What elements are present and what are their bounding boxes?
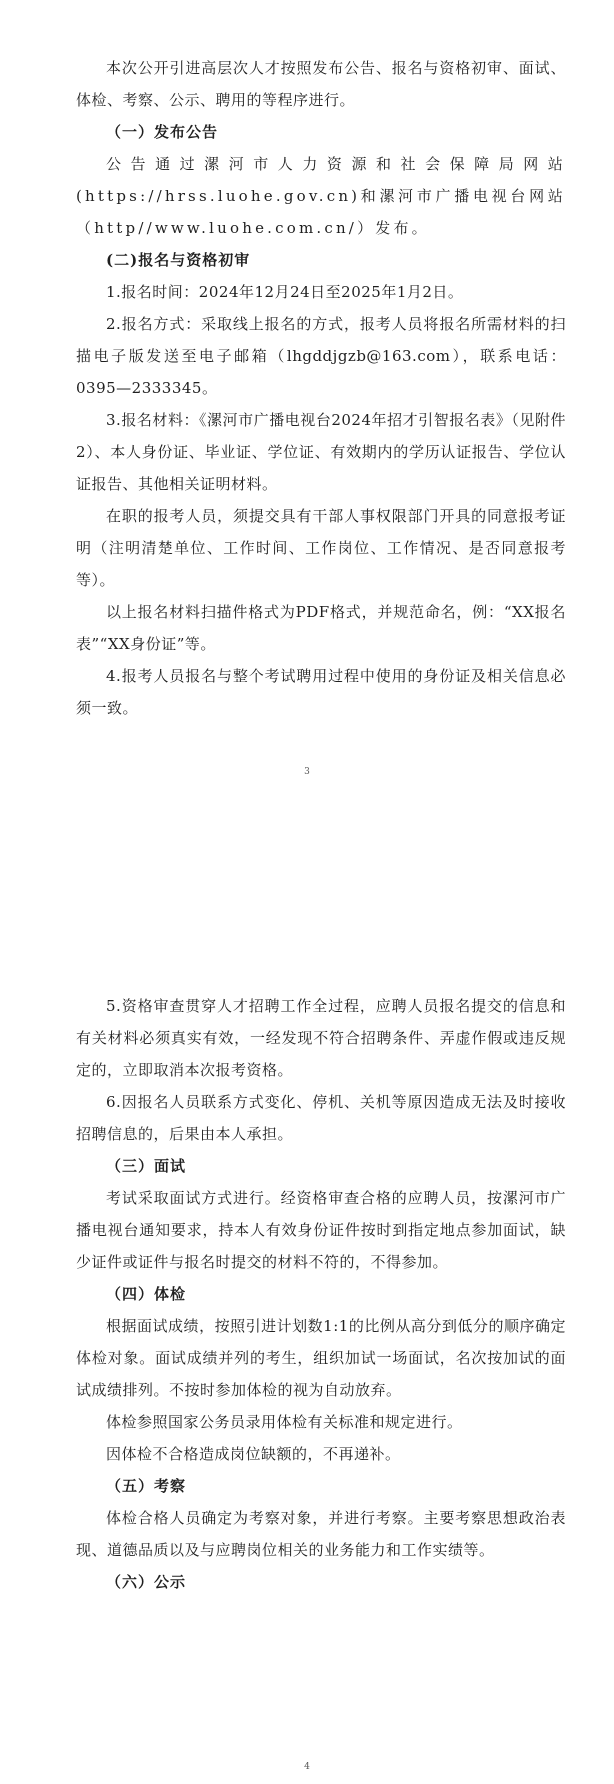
- page-number: 3: [304, 767, 310, 777]
- section-heading-interview: （三）面试: [106, 1157, 187, 1175]
- identity-consistency-paragraph: 4.报考人员报名与整个考试聘用过程中使用的身份证及相关信息必须一致。: [76, 667, 566, 717]
- employed-applicants-paragraph: 在职的报考人员，须提交具有干部人事权限部门开具的同意报考证明（注明清楚单位、工作时间、工作岗位、工作情况、是否同意报考等）。: [76, 507, 566, 589]
- section-heading-inspection: （五）考察: [106, 1477, 187, 1495]
- page-4-text-block: [76, 990, 566, 1598]
- announcement-paragraph: 公告通过漯河市人力资源和社会保障局网站(https://hrss.luohe.gov.cn)和漯河市广播电视台网站（http//www.luohe.com.cn/）发布。: [76, 155, 566, 237]
- qualification-review-paragraph: 5.资格审查贯穿人才招聘工作全过程，应聘人员报名提交的信息和有关材料必须真实有效，一经发现不符合招聘条件、弄虚作假或违反规定的，立即取消本次报考资格。: [76, 997, 566, 1079]
- section-heading-publicity: （六）公示: [106, 1573, 187, 1591]
- registration-method-paragraph: 2.报名方式：采取线上报名的方式，报考人员将报名所需材料的扫描电子版发送至电子邮箱（lhgddjgzb@163.com），联系电话：0395—2333345。: [76, 315, 566, 397]
- interview-paragraph: 考试采取面试方式进行。经资格审查合格的应聘人员，按漯河市广播电视台通知要求，持本人有效身份证件按时到指定地点参加面试，缺少证件或证件与报名时提交的材料不符的，不得参加。: [76, 1189, 566, 1271]
- medical-standard-paragraph: 体检参照国家公务员录用体检有关标准和规定进行。: [106, 1413, 463, 1431]
- page-number: 4: [304, 1762, 310, 1772]
- file-format-paragraph: 以上报名材料扫描件格式为PDF格式，并规范命名，例：“XX报名表”“XX身份证”等。: [76, 603, 566, 653]
- document-page-4: [0, 800, 614, 1784]
- document-page-3: [0, 0, 614, 800]
- medical-order-paragraph: 根据面试成绩，按照引进计划数1:1的比例从高分到低分的顺序确定体检对象。面试成绩并列的考生，组织加试一场面试，名次按加试的面试成绩排列。不按时参加体检的视为自动放弃。: [76, 1317, 566, 1399]
- medical-vacancy-paragraph: 因体检不合格造成岗位缺额的，不再递补。: [106, 1445, 401, 1463]
- inspection-paragraph: 体检合格人员确定为考察对象，并进行考察。主要考察思想政治表现、道德品质以及与应聘岗位相关的业务能力和工作实绩等。: [76, 1509, 566, 1559]
- section-heading-registration: (二)报名与资格初审: [106, 251, 251, 269]
- registration-materials-paragraph: 3.报名材料：《漯河市广播电视台2024年招才引智报名表》（见附件2）、本人身份证、毕业证、学位证、有效期内的学历认证报告、学位认证报告、其他相关证明材料。: [76, 411, 566, 493]
- page-3-text-block: [76, 52, 566, 724]
- contact-change-paragraph: 6.因报名人员联系方式变化、停机、关机等原因造成无法及时接收招聘信息的，后果由本人承担。: [76, 1093, 566, 1143]
- section-heading-announcement: （一）发布公告: [106, 123, 219, 141]
- section-heading-medical: （四）体检: [106, 1285, 187, 1303]
- intro-paragraph: 本次公开引进高层次人才按照发布公告、报名与资格初审、面试、体检、考察、公示、聘用的等程序进行。: [76, 59, 566, 109]
- registration-time-paragraph: 1.报名时间：2024年12月24日至2025年1月2日。: [106, 283, 464, 301]
